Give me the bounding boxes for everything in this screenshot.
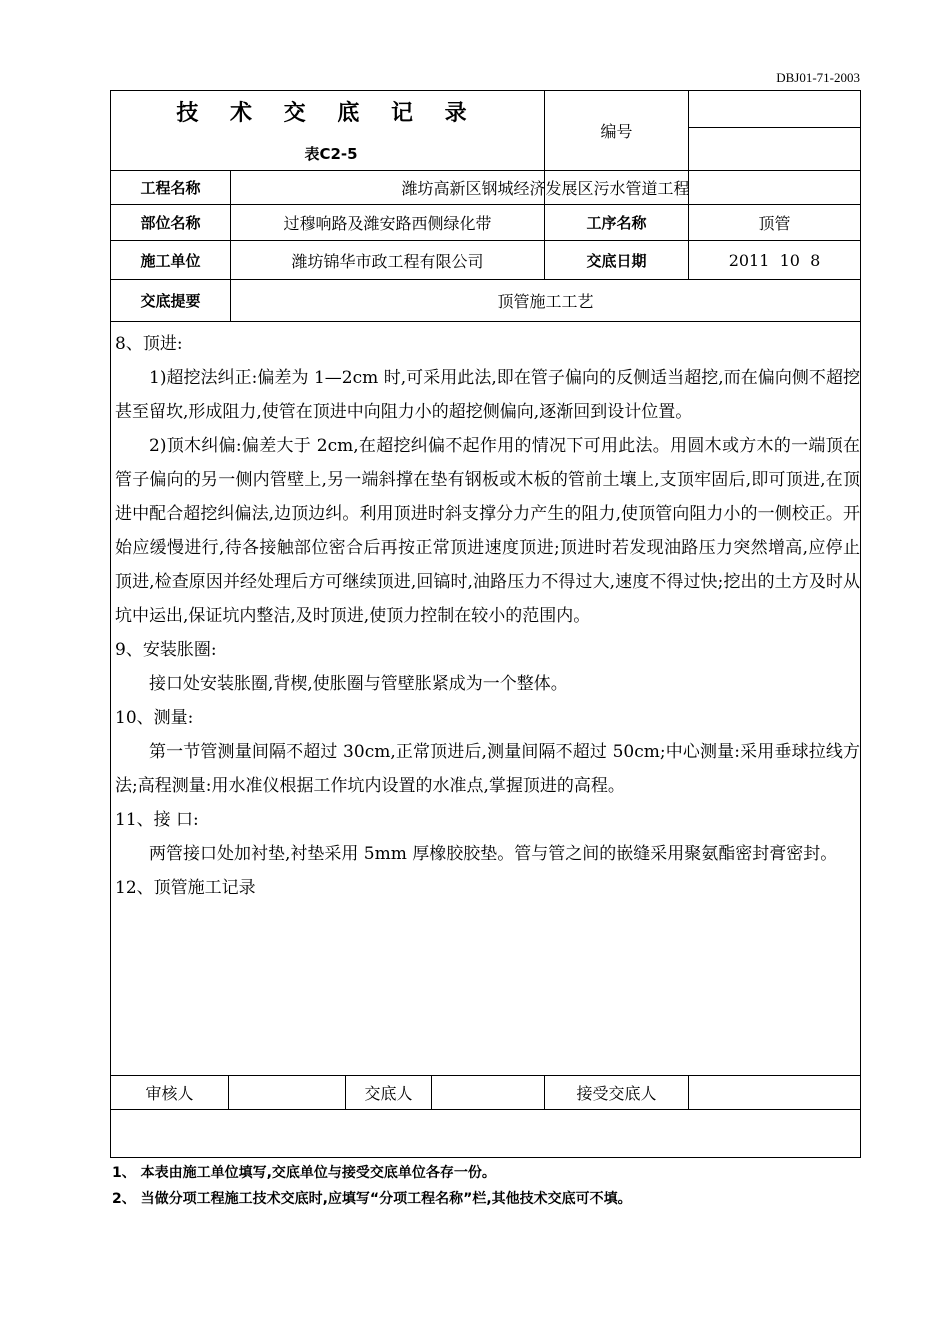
content-paragraph: 第一节管测量间隔不超过 30cm,正常顶进后,测量间隔不超过 50cm;中心测量:采用垂球拉线方法;高程测量:用水准仪根据工作坑内设置的水准点,掌握顶进的高程。: [115, 742, 860, 796]
content-paragraph: 两管接口处加衬垫,衬垫采用 5mm 厚橡胶胶垫。管与管之间的嵌缝采用聚氨酯密封膏密封。: [149, 844, 838, 864]
project-name-label: 工程名称: [140, 179, 201, 197]
number-label: 编号: [600, 122, 633, 141]
signature-area: [111, 1110, 860, 1157]
row-divider: [111, 321, 860, 322]
section-heading: 10、测量:: [115, 708, 194, 728]
number-value-1: [689, 91, 860, 127]
project-name-value: 潍坊高新区钢城经济发展区污水管道工程: [401, 179, 690, 198]
form-title: 技 术 交 底 记 录: [176, 100, 479, 126]
receiver-label: 接受交底人: [576, 1084, 657, 1103]
reviewer-label: 审核人: [145, 1084, 194, 1103]
section-heading: 9、安装胀圈:: [115, 640, 217, 660]
disclosure-form: [110, 90, 861, 1158]
section-heading: 12、顶管施工记录: [115, 878, 256, 898]
number-value-2: [689, 128, 860, 170]
part-value: 过穆响路及潍安路西侧绿化带: [283, 214, 492, 233]
unit-value: 潍坊锦华市政工程有限公司: [291, 251, 484, 271]
summary-label: 交底提要: [140, 292, 201, 310]
footnote: 2、 当做分项工程施工技术交底时,应填写“分项工程名称”栏,其他技术交底可不填。: [112, 1191, 632, 1207]
process-label: 工序名称: [586, 214, 647, 232]
section-heading: 11、接 口:: [115, 810, 199, 830]
discloser-label: 交底人: [364, 1084, 413, 1103]
section-heading: 8、顶进:: [115, 334, 183, 354]
content-paragraph: 接口处安装胀圈,背楔,使胀圈与管壁胀紧成为一个整体。: [149, 674, 568, 694]
date-label: 交底日期: [586, 251, 647, 270]
footnote: 1、 本表由施工单位填写,交底单位与接受交底单位各存一份。: [112, 1165, 496, 1181]
footnotes: [112, 1160, 872, 1212]
receiver-value: [689, 1076, 860, 1109]
content-paragraph: 2)顶木纠偏:偏差大于 2cm,在超挖纠偏不起作用的情况下可用此法。用圆木或方木的一端顶在管子偏向的另一侧内管壁上,另一端斜撑在垫有钢板或木板的管前土壤上,支顶牢固后,即可顶进,在顶进中配合超挖纠偏法,边顶边纠。利用顶进时斜支撑分力产生的阻力,使顶管向阻力小的一侧校正。开始应缓慢进行,待各接触部位密合后再按正常顶进速度顶进;顶进时若发现油路压力突然增高,应停止顶进,检查原因并经处理后方可继续顶进,回镐时,油路压力不得过大,速度不得过快;挖出的土方及时从坑中运出,保证坑内整洁,及时顶进,使顶力控制在较小的范围内。: [115, 436, 860, 626]
process-value: 顶管: [758, 214, 791, 233]
summary-value: 顶管施工工艺: [497, 292, 594, 311]
date-value: 2011 10 8: [728, 250, 821, 270]
reviewer-value: [229, 1076, 345, 1109]
document-code: DBJ01-71-2003: [776, 70, 860, 85]
discloser-value: [432, 1076, 544, 1109]
content-paragraph: 1)超挖法纠正:偏差为 1—2cm 时,可采用此法,即在管子偏向的反侧适当超挖,而在偏向侧不超挖甚至留坎,形成阻力,使管在顶进中向阻力小的超挖侧偏向,逐渐回到设计位置。: [115, 368, 860, 422]
form-number: 表C2-5: [304, 144, 358, 163]
unit-label: 施工单位: [140, 251, 201, 270]
disclosure-content: [115, 327, 860, 905]
part-label: 部位名称: [140, 214, 201, 232]
